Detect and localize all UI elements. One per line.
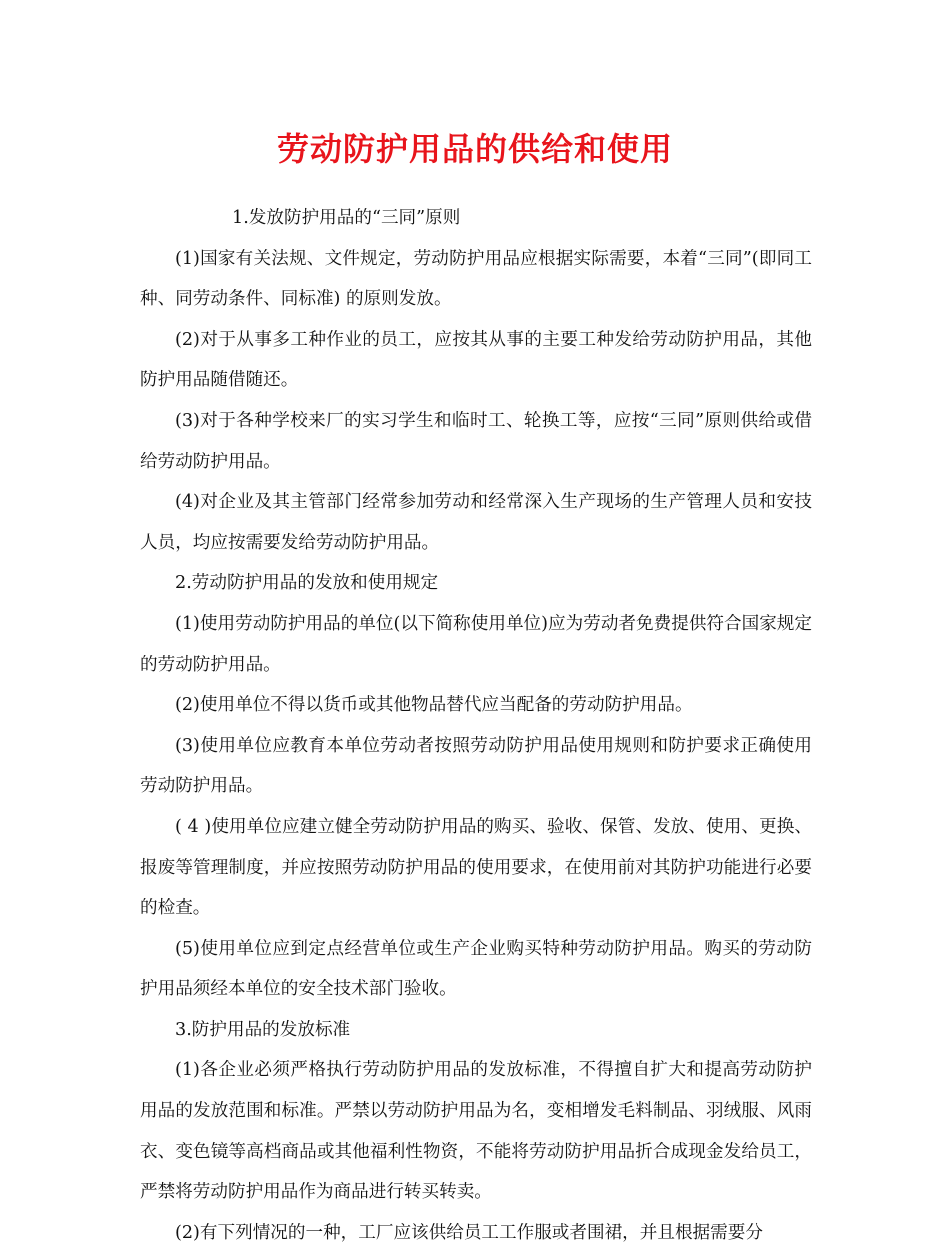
document-title: 劳动防护用品的供给和使用 [276, 130, 673, 168]
paragraph: (2)有下列情况的一种，工厂应该供给员工工作服或者围裙，并且根据需要分 [175, 1222, 763, 1243]
paragraph: (1)国家有关法规、文件规定，劳动防护用品应根据实际需要，本着“三同”(即同工种、同劳动条件、同标准) 的原则发放。 [140, 248, 812, 310]
paragraph: (1)各企业必须严格执行劳动防护用品的发放标准，不得擅自扩大和提高劳动防护用品的发放范围和标准。严禁以劳动防护用品为名，变相增发毛料制品、羽绒服、风雨衣、变色镜等高档商品或其他福利性物资，不能将劳动防护用品折合成现金发给员工，严禁将劳动防护用品作为商品进行转买转卖。 [140, 1060, 812, 1203]
paragraph: ( 4 )使用单位应建立健全劳动防护用品的购买、验收、保管、发放、使用、更换、报废等管理制度，并应按照劳动防护用品的使用要求，在使用前对其防护功能进行必要的检查。 [140, 816, 812, 919]
document-body [140, 198, 812, 1253]
paragraph: (5)使用单位应到定点经营单位或生产企业购买特种劳动防护用品。购买的劳动防护用品须经本单位的安全技术部门验收。 [140, 938, 812, 1000]
paragraph: (1)使用劳动防护用品的单位(以下简称使用单位)应为劳动者免费提供符合国家规定的劳动防护用品。 [140, 613, 812, 675]
paragraph: (2)使用单位不得以货币或其他物品替代应当配备的劳动防护用品。 [175, 695, 693, 716]
paragraph: (3)使用单位应教育本单位劳动者按照劳动防护用品使用规则和防护要求正确使用劳动防护用品。 [140, 735, 812, 797]
section-heading: 3.防护用品的发放标准 [175, 1019, 351, 1040]
section-heading: 2.劳动防护用品的发放和使用规定 [175, 573, 439, 594]
paragraph: (2)对于从事多工种作业的员工，应按其从事的主要工种发给劳动防护用品，其他防护用品随借随还。 [140, 329, 812, 391]
paragraph: (4)对企业及其主管部门经常参加劳动和经常深入生产现场的生产管理人员和安技人员，均应按需要发给劳动防护用品。 [140, 492, 812, 553]
paragraph: (3)对于各种学校来厂的实习学生和临时工、轮换工等，应按“三同”原则供给或借给劳动防护用品。 [140, 410, 812, 472]
section-heading: 1.发放防护用品的“三同”原则 [232, 208, 461, 228]
